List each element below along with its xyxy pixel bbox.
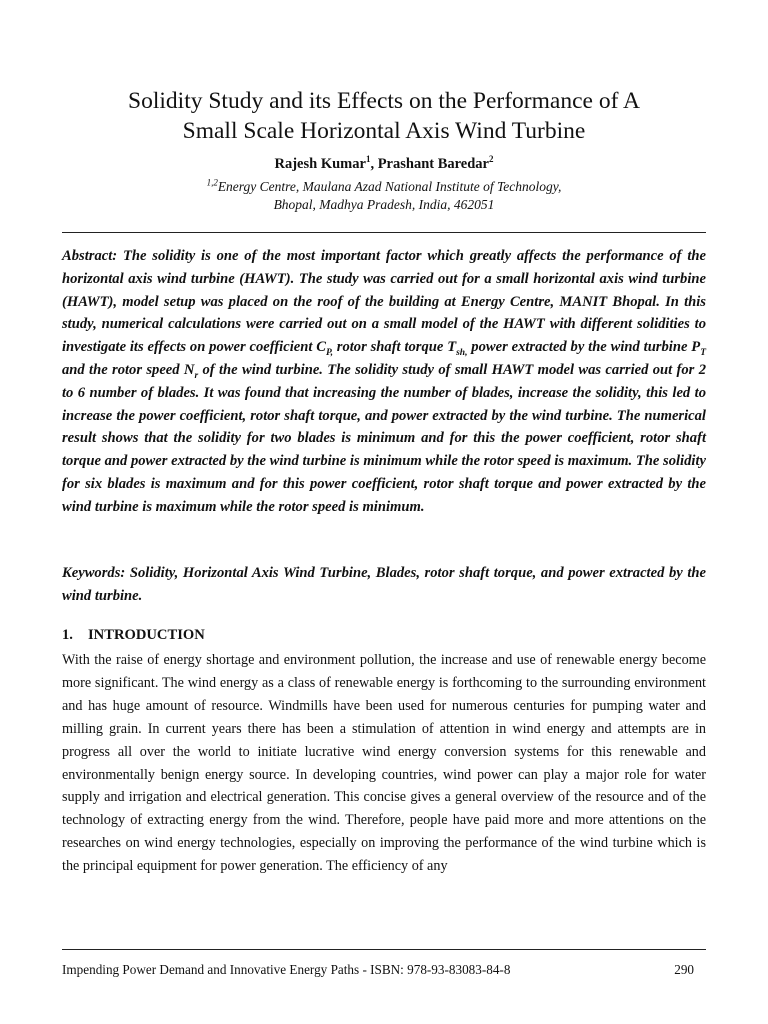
page-footer	[62, 961, 694, 979]
footer-source: Impending Power Demand and Innovative Energy Paths - ISBN: 978-93-83083-84-8	[62, 962, 511, 977]
abstract	[62, 245, 706, 519]
subscript: sh,	[456, 348, 468, 359]
title-line-2: Small Scale Horizontal Axis Wind Turbine	[182, 118, 586, 144]
author-affiliation-mark: 1	[365, 154, 371, 165]
author-list	[40, 155, 728, 173]
author-name: Prashant Baredar	[377, 156, 489, 172]
paper-title	[40, 86, 728, 146]
affiliation-mark: 1,2	[206, 177, 218, 188]
author-name: Rajesh Kumar	[274, 156, 366, 172]
author-separator: ,	[370, 156, 378, 172]
subscript: r	[194, 370, 199, 381]
subscript: T	[700, 348, 706, 359]
abstract-text: of the wind turbine. The solidity study of small HAWT model was carried out for 2 to 6 number of blades. It was found that increasing the number of blades, increase the solidity, this led to increase the power coefficient, rotor shaft torque, and power extracted by the wind turbine. The numerical result shows that the solidity for two blades is minimum and for this the power coefficient, rotor shaft torque and power extracted by the wind turbine is minimum while the rotor speed is maximum. The solidity for six blades is maximum and for this power coefficient, rotor shaft torque and power extracted by the wind turbine is maximum while the rotor speed is minimum.	[62, 361, 706, 515]
author-affiliation-mark: 2	[489, 154, 494, 165]
affiliation-line-2: Bhopal, Madhya Pradesh, India, 462051	[273, 197, 495, 212]
abstract-text: power extracted by the wind turbine P	[467, 339, 701, 356]
abstract-text: and the rotor speed N	[62, 361, 195, 378]
title-line-1: Solidity Study and its Effects on the Performance of A	[128, 88, 640, 114]
subscript: P,	[325, 348, 333, 359]
affiliation-line-1: Energy Centre, Maulana Azad National Institute of Technology,	[217, 179, 562, 194]
section-heading	[62, 625, 205, 645]
abstract-text: Abstract: The solidity is one of the most important factor which greatly affects the performance of the horizontal axis wind turbine (HAWT). The study was carried out for a small horizontal axis wind turbine (HAWT), model setup was placed on the roof of the building at Energy Centre, MANIT Bhopal. In this study, numerical calculations were carried out on a small model of the HAWT with different solidities to investigate its effects on power coefficient C	[62, 248, 706, 356]
page-number: 290	[674, 962, 694, 977]
affiliation	[40, 178, 728, 214]
section-title: INTRODUCTION	[88, 627, 205, 643]
header-divider	[62, 232, 706, 233]
section-body: With the raise of energy shortage and environment pollution, the increase and use of renewable energy become more significant. The wind energy as a class of renewable energy is forthcoming to the surrounding environment and has huge amount of resource. Windmills have been used for numerous centuries for pumping water and milling grain. In current years there has been a stimulation of attention in wind energy and attempts are in progress all over the world to initiate lucrative wind energy conversion systems for this renewable and environmentally benign energy source. In developing countries, wind power can play a major role for water supply and irrigation and electrical generation. This concise gives a general overview of the resource and of the technology of extracting energy from the wind. Therefore, people have paid more and more attentions on the researches on wind energy technologies, especially on improving the performance of the wind turbine which is the principal equipment for power generation. The efficiency of any	[62, 652, 706, 875]
footer-divider	[62, 949, 706, 950]
abstract-text: rotor shaft torque T	[332, 339, 457, 356]
keywords: Keywords: Solidity, Horizontal Axis Wind Turbine, Blades, rotor shaft torque, and power extracted by the wind turbine.	[62, 565, 706, 604]
section-number: 1.	[62, 627, 73, 643]
